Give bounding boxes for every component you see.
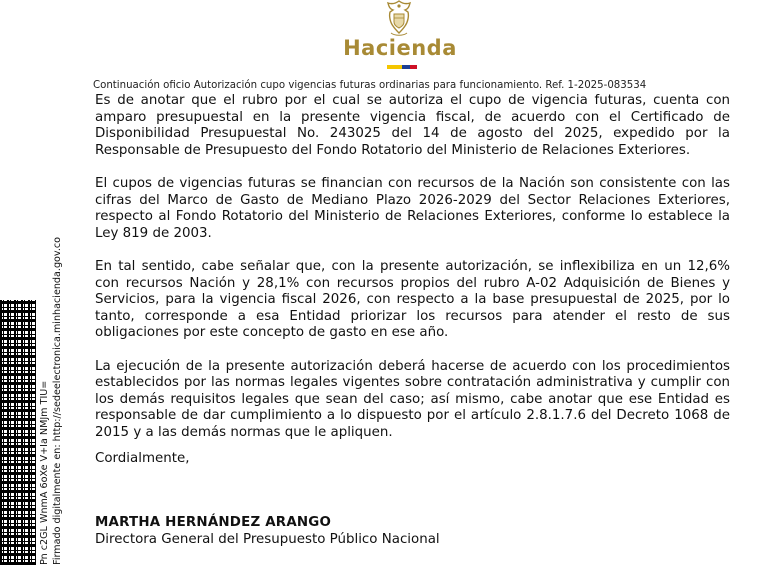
paragraph: El cupos de vigencias futuras se financian con recursos de la Nación son consistente con las cifras del Marco de Gasto de Mediano Plazo 2026-2029 del Sector Relaciones Exteriores, respecto al Fondo Rotatorio del Ministerio de Relaciones Exteriores, conforme lo establece la Ley 819 de 2003. bbox=[95, 175, 730, 241]
logo-text: Hacienda bbox=[343, 36, 457, 60]
signer-name: MARTHA HERNÁNDEZ ARANGO bbox=[95, 515, 332, 530]
signer-title: Directora General del Presupuesto Público Nacional bbox=[95, 532, 440, 547]
verification-code: Pn c2GL WnmA 6oXe V+Ia NMJm TIU= bbox=[39, 380, 50, 565]
verification-qr-code bbox=[0, 300, 36, 565]
reference-line: Continuación oficio Autorización cupo vigencias futuras ordinarias para funcionamiento. Ref. 1-2025-083534 bbox=[93, 80, 647, 91]
paragraph: En tal sentido, cabe señalar que, con la presente autorización, se inflexibiliza en un 12,6% con recursos Nación y 28,1% con recursos propios del rubro A-02 Adquisición de Bienes y Servicios, para la vigencia fiscal 2026, con respecto a la base presupuestal de 2025, por lo tanto, corresponde a esa Entidad priorizar los recursos para atender el resto de sus obligaciones por este concepto de gasto en ese año. bbox=[95, 258, 730, 341]
digital-signature-note: Firmado digitalmente en: http://sedeelectronica.minhacienda.gov.co bbox=[52, 236, 63, 565]
letter-body bbox=[95, 93, 730, 458]
flag-red bbox=[410, 65, 418, 69]
closing: Cordialmente, bbox=[95, 451, 190, 466]
flag-stripe bbox=[387, 65, 417, 69]
coat-of-arms-icon bbox=[381, 0, 417, 38]
paragraph: Es de anotar que el rubro por el cual se autoriza el cupo de vigencia futuras, cuenta con amparo presupuestal en la presente vigencia fiscal, de acuerdo con el Certificado de Disponibilidad Presupuestal No. 243025 del 14 de agosto del 2025, expedido por la Responsable de Presupuesto del Fondo Rotatorio del Ministerio de Relaciones Exteriores. bbox=[95, 93, 730, 158]
flag-yellow bbox=[387, 65, 402, 69]
letterhead bbox=[0, 0, 780, 80]
flag-blue bbox=[402, 65, 410, 69]
paragraph: La ejecución de la presente autorización deberá hacerse de acuerdo con los procedimientos establecidos por las normas legales vigentes sobre contratación administrativa y cumplir con los demás requisitos legales que sean del caso; así mismo, cabe anotar que ese Entidad es responsable de dar cumplimiento a lo dispuesto por el artículo 2.8.1.7.6 del Decreto 1068 de 2015 y a las demás normas que le apliquen. bbox=[95, 358, 730, 440]
